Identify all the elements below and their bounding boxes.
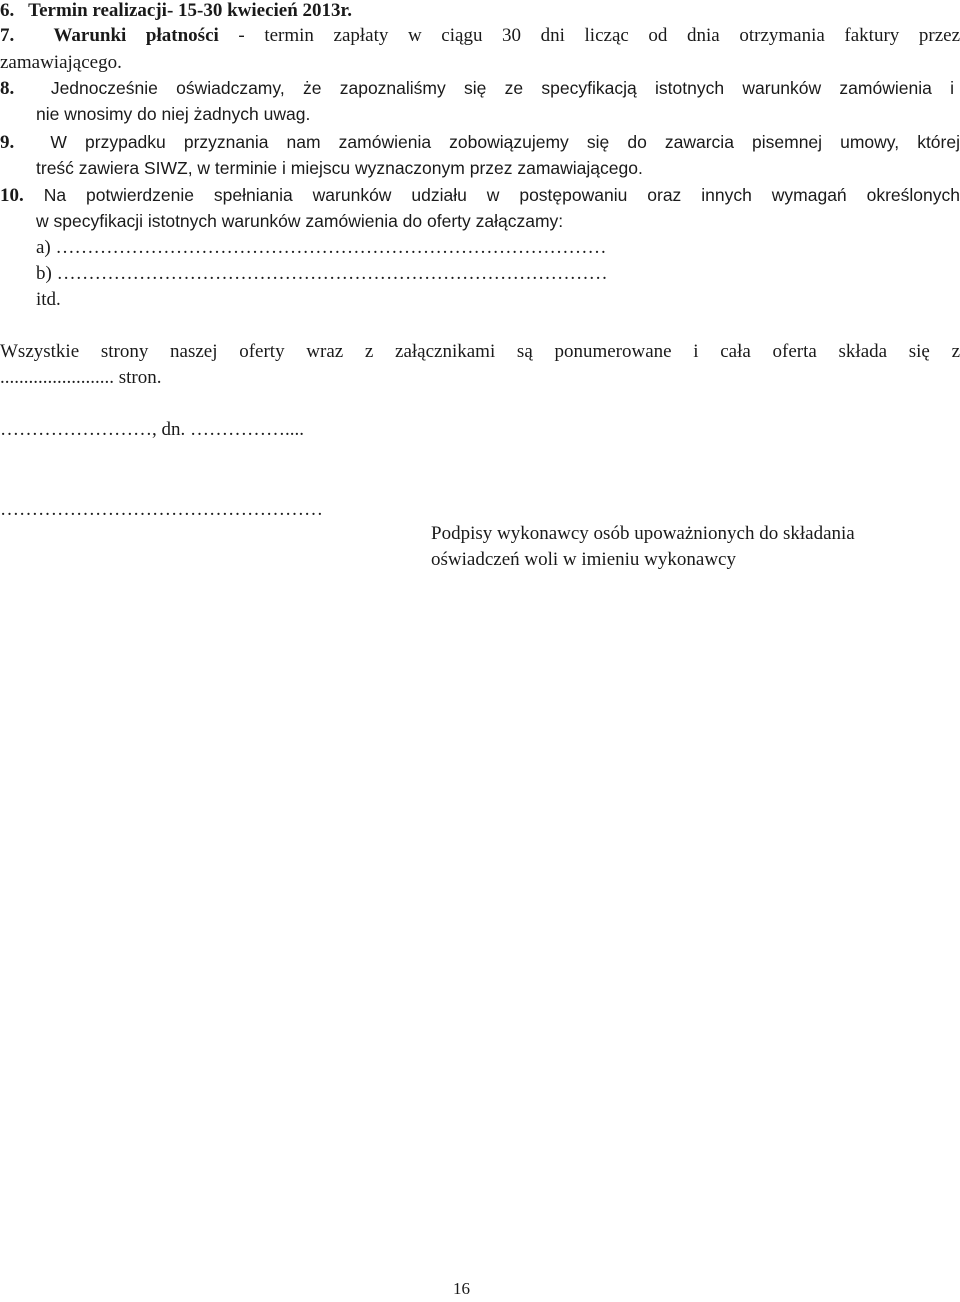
- item-6-number: 6.: [0, 0, 15, 21]
- pages-statement-line-1: Wszystkie strony naszej oferty wraz z załącznikami są ponumerowane i cała oferta składa się z: [0, 341, 960, 362]
- item-10-text: Na potwierdzenie spełniania warunków udziału w postępowaniu oraz innych wymagań określonych: [43, 185, 960, 205]
- item-10-line-1: [0, 182, 960, 209]
- pages-statement-line-2: ........................ stron.: [0, 367, 162, 388]
- item-8-line-1: [0, 75, 954, 102]
- item-8-line-2: nie wnosimy do niej żadnych uwag.: [36, 104, 311, 124]
- item-8-text: Jednocześnie oświadczamy, że zapoznaliśmy się ze specyfikacją istotnych warunków zamówienia i: [50, 78, 954, 98]
- item-6: [0, 0, 352, 24]
- item-7-number: 7.: [0, 25, 15, 46]
- attachment-b-line: b) ……………………………………………………………………………: [36, 263, 608, 284]
- signature-caption-line-1: Podpisy wykonawcy osób upoważnionych do składania: [431, 523, 855, 544]
- item-10-number: 10.: [0, 185, 24, 206]
- item-7-line-2: zamawiającego.: [0, 52, 122, 73]
- item-7-text: - termin zapłaty w ciągu 30 dni licząc od dnia otrzymania faktury przez: [218, 25, 960, 46]
- signature-dots: ……………………………………………: [0, 499, 323, 520]
- item-7-line-1: [0, 23, 960, 49]
- item-6-text: Termin realizacji- 15-30 kwiecień 2013r.: [28, 0, 352, 21]
- item-7-bold-text: Warunki płatności: [53, 25, 219, 46]
- place-date-line: ……………………, dn. ……………....: [0, 419, 304, 440]
- signature-caption-line-2: oświadczeń woli w imieniu wykonawcy: [431, 549, 736, 570]
- attachment-etc: itd.: [36, 289, 61, 310]
- item-9-line-1: [0, 129, 960, 156]
- item-8-number: 8.: [0, 78, 15, 99]
- attachment-a-line: a) ……………………………………………………………………………: [36, 237, 607, 258]
- item-10-line-2: w specyfikacji istotnych warunków zamówienia do oferty załączamy:: [36, 211, 564, 231]
- item-9-text: W przypadku przyznania nam zamówienia zobowiązujemy się do zawarcia pisemnej umowy, której: [50, 132, 960, 152]
- page-number: 16: [453, 1279, 470, 1298]
- item-9-number: 9.: [0, 132, 15, 153]
- item-9-line-2: treść zawiera SIWZ, w terminie i miejscu wyznaczonym przez zamawiającego.: [36, 158, 643, 178]
